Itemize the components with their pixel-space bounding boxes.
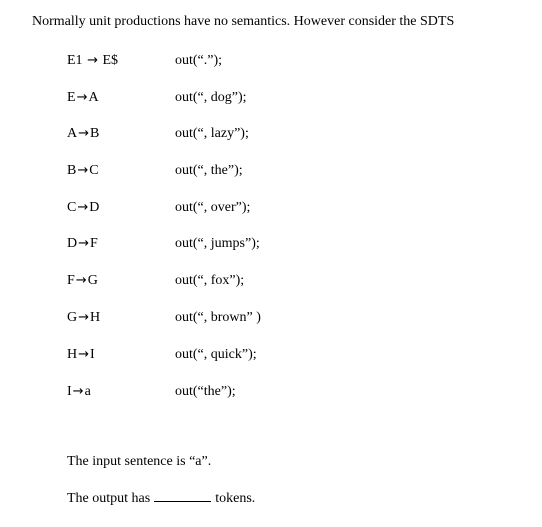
production — [67, 200, 99, 216]
rule-row — [0, 347, 542, 367]
production — [67, 53, 118, 69]
rule-row — [0, 126, 542, 146]
production — [67, 384, 91, 400]
rule-row — [0, 200, 542, 220]
production-lhs: H — [67, 347, 78, 362]
production-lhs: C — [67, 200, 77, 215]
semantic-action: out(“.”); — [175, 53, 223, 68]
production-rhs: B — [90, 126, 100, 141]
production-rhs: G — [87, 273, 98, 288]
production-rhs: E$ — [102, 53, 119, 68]
rule-row — [0, 384, 542, 404]
arrow-icon: → — [72, 384, 84, 399]
answer-blank — [154, 489, 211, 502]
arrow-icon: → — [78, 126, 90, 141]
production — [67, 310, 100, 326]
output-suffix: tokens. — [215, 491, 256, 506]
production — [67, 90, 99, 106]
rule-row — [0, 53, 542, 73]
production-rhs: D — [89, 200, 100, 215]
rule-row — [0, 273, 542, 293]
arrow-icon: → — [78, 310, 90, 325]
production-rhs: I — [90, 347, 95, 362]
production — [67, 236, 98, 252]
production-lhs: A — [67, 126, 78, 141]
semantic-action: out(“, lazy”); — [175, 126, 249, 141]
production-rhs: F — [90, 236, 98, 251]
output-question — [67, 489, 255, 507]
production-lhs: G — [67, 310, 78, 325]
production-rhs: H — [90, 310, 101, 325]
semantic-action: out(“, over”); — [175, 200, 251, 215]
arrow-icon: → — [77, 163, 89, 178]
rule-row — [0, 163, 542, 183]
production-lhs: D — [67, 236, 78, 251]
production-rhs: C — [89, 163, 99, 178]
semantic-action: out(“, jumps”); — [175, 236, 260, 251]
production — [67, 163, 99, 179]
rule-row — [0, 236, 542, 256]
production-lhs: B — [67, 163, 77, 178]
intro-text: Normally unit productions have no semantics. However consider the SDTS — [32, 14, 455, 29]
arrow-icon: → — [75, 273, 87, 288]
production-rhs: A — [88, 90, 99, 105]
production-rhs: a — [84, 384, 91, 399]
arrow-icon: → — [76, 90, 88, 105]
arrow-icon: → — [78, 347, 90, 362]
output-prefix: The output has — [67, 491, 151, 506]
semantic-action: out(“, quick”); — [175, 347, 257, 362]
production — [67, 126, 99, 142]
semantic-action: out(“the”); — [175, 384, 236, 399]
arrow-icon: → — [87, 53, 98, 68]
semantic-action: out(“, fox”); — [175, 273, 245, 288]
semantic-action: out(“, the”); — [175, 163, 243, 178]
arrow-icon: → — [77, 200, 89, 215]
production-lhs: E1 — [67, 53, 83, 68]
semantic-action: out(“, brown” ) — [175, 310, 261, 325]
semantic-action: out(“, dog”); — [175, 90, 247, 105]
input-sentence: The input sentence is “a”. — [67, 454, 212, 469]
production-lhs: I — [67, 384, 72, 399]
production — [67, 273, 98, 289]
production-lhs: F — [67, 273, 75, 288]
production-lhs: E — [67, 90, 76, 105]
rule-row — [0, 310, 542, 330]
arrow-icon: → — [78, 236, 90, 251]
rule-row — [0, 90, 542, 110]
production — [67, 347, 95, 363]
